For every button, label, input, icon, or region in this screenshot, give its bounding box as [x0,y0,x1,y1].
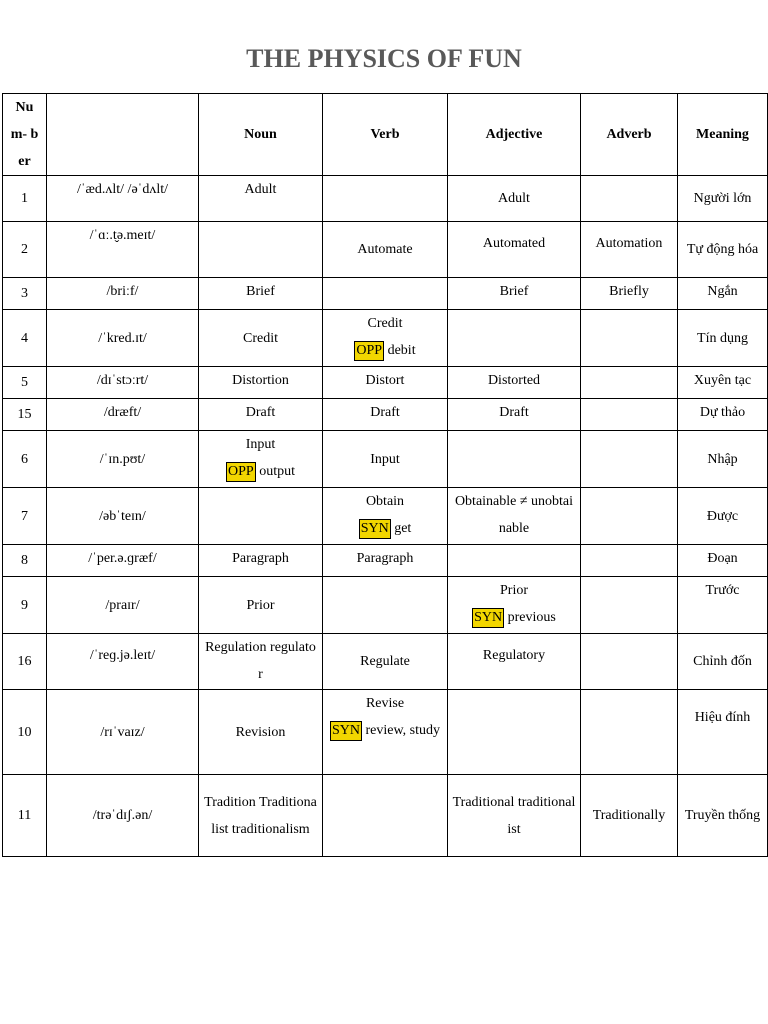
cell-noun-main: Input [245,437,276,452]
cell-verb: Automate [323,222,448,278]
cell-adverb [581,367,678,399]
cell-ipa: /əbˈteɪn/ [47,488,199,545]
cell-ipa: /rɪˈvaɪz/ [47,690,199,775]
cell-adjective-main: Prior [500,583,528,598]
cell-adjective [448,310,581,367]
cell-adverb [581,634,678,690]
cell-verb [323,690,448,775]
table-row [3,488,768,545]
cell-verb: Draft [323,399,448,431]
cell-meaning: Nhập [678,431,768,488]
cell-verb-note [327,717,443,744]
table-row [3,577,768,634]
cell-verb-note-text: debit [384,343,416,358]
table-row [3,399,768,431]
cell-meaning: Hiệu đính [678,690,768,775]
cell-adverb: Automation [581,222,678,278]
cell-noun: Revision [199,690,323,775]
cell-adverb [581,690,678,775]
cell-meaning: Dự thảo [678,399,768,431]
cell-adverb [581,176,678,222]
cell-adjective: Adult [448,176,581,222]
cell-meaning: Xuyên tạc [678,367,768,399]
cell-number: 15 [3,399,47,431]
cell-noun [199,222,323,278]
cell-adverb [581,310,678,367]
cell-verb-note [327,515,443,542]
header-ipa [47,94,199,176]
cell-noun [199,431,323,488]
cell-meaning: Chỉnh đốn [678,634,768,690]
cell-adjective: Regulatory [448,634,581,690]
cell-verb-note [327,337,443,364]
cell-ipa: /dɪˈstɔːrt/ [47,367,199,399]
opp-tag: OPP [226,462,256,482]
header-verb: Verb [323,94,448,176]
header-noun: Noun [199,94,323,176]
cell-number: 11 [3,775,47,857]
syn-tag: SYN [330,721,362,741]
syn-tag: SYN [472,608,504,628]
cell-adjective: Draft [448,399,581,431]
cell-adjective: Brief [448,278,581,310]
cell-ipa: /briːf/ [47,278,199,310]
cell-adjective-note [452,604,576,631]
cell-ipa: /ˈreɡ.jə.leɪt/ [47,634,199,690]
vocabulary-table [2,93,768,857]
cell-noun-note [203,458,318,485]
cell-adjective: Obtainable ≠ unobtainable [448,488,581,545]
cell-meaning: Đoạn [678,545,768,577]
cell-meaning: Tín dụng [678,310,768,367]
opp-tag: OPP [354,341,384,361]
cell-adjective [448,577,581,634]
cell-number: 3 [3,278,47,310]
header-adverb: Adverb [581,94,678,176]
cell-number: 7 [3,488,47,545]
cell-adjective: Traditional traditionalist [448,775,581,857]
cell-ipa: /ˈɑː.t̬ə.meɪt/ [47,222,199,278]
cell-verb [323,278,448,310]
table-row [3,431,768,488]
cell-verb [323,310,448,367]
cell-ipa: /trəˈdɪʃ.ən/ [47,775,199,857]
cell-noun: Tradition Traditionalist traditionalism [199,775,323,857]
table-header-row [3,94,768,176]
cell-verb [323,488,448,545]
table-row [3,775,768,857]
cell-adjective [448,690,581,775]
cell-meaning: Trước [678,577,768,634]
cell-verb [323,775,448,857]
cell-adjective-note-text: previous [504,610,556,625]
table-row [3,545,768,577]
table-row [3,367,768,399]
cell-verb-main: Obtain [365,494,405,509]
table-row [3,634,768,690]
cell-adjective: Distorted [448,367,581,399]
cell-verb: Input [323,431,448,488]
cell-number: 5 [3,367,47,399]
cell-noun: Regulation regulator [199,634,323,690]
table-row [3,310,768,367]
cell-noun: Distortion [199,367,323,399]
cell-verb: Paragraph [323,545,448,577]
cell-adverb [581,488,678,545]
cell-ipa: /ˈæd.ʌlt/ /əˈdʌlt/ [47,176,199,222]
table-row [3,278,768,310]
cell-number: 1 [3,176,47,222]
cell-adverb [581,399,678,431]
cell-noun: Brief [199,278,323,310]
cell-verb: Regulate [323,634,448,690]
cell-noun [199,488,323,545]
cell-ipa: /praɪr/ [47,577,199,634]
table-row [3,690,768,775]
cell-verb: Distort [323,367,448,399]
cell-verb-main: Revise [365,696,405,711]
cell-number: 4 [3,310,47,367]
cell-adverb [581,545,678,577]
cell-ipa: /dræft/ [47,399,199,431]
cell-meaning: Được [678,488,768,545]
cell-meaning: Tự động hóa [678,222,768,278]
cell-adverb [581,577,678,634]
cell-adverb [581,431,678,488]
cell-verb-main: Credit [367,316,403,331]
table-row [3,222,768,278]
cell-number: 9 [3,577,47,634]
cell-meaning: Truyền thống [678,775,768,857]
cell-adjective: Automated [448,222,581,278]
cell-number: 16 [3,634,47,690]
header-meaning: Meaning [678,94,768,176]
cell-adjective [448,431,581,488]
cell-verb [323,176,448,222]
syn-tag: SYN [359,519,391,539]
cell-number: 2 [3,222,47,278]
cell-ipa: /ˈkred.ɪt/ [47,310,199,367]
cell-ipa: /ˈper.ə.ɡræf/ [47,545,199,577]
cell-adverb: Briefly [581,278,678,310]
cell-meaning: Người lớn [678,176,768,222]
cell-noun: Paragraph [199,545,323,577]
cell-verb-note-text: review, study [361,723,441,738]
cell-ipa: /ˈɪn.pʊt/ [47,431,199,488]
header-number: Nu m- ber [3,94,47,176]
header-adjective: Adjective [448,94,581,176]
cell-adjective [448,545,581,577]
cell-number: 10 [3,690,47,775]
cell-meaning: Ngắn [678,278,768,310]
table-row [3,176,768,222]
cell-verb [323,577,448,634]
cell-noun: Draft [199,399,323,431]
cell-number: 8 [3,545,47,577]
cell-number: 6 [3,431,47,488]
cell-adverb: Traditionally [581,775,678,857]
cell-noun: Prior [199,577,323,634]
page-title: THE PHYSICS OF FUN [246,44,522,73]
cell-noun: Credit [199,310,323,367]
cell-noun: Adult [199,176,323,222]
cell-noun-note-text: output [255,464,295,479]
cell-verb-note-text: get [390,521,412,536]
